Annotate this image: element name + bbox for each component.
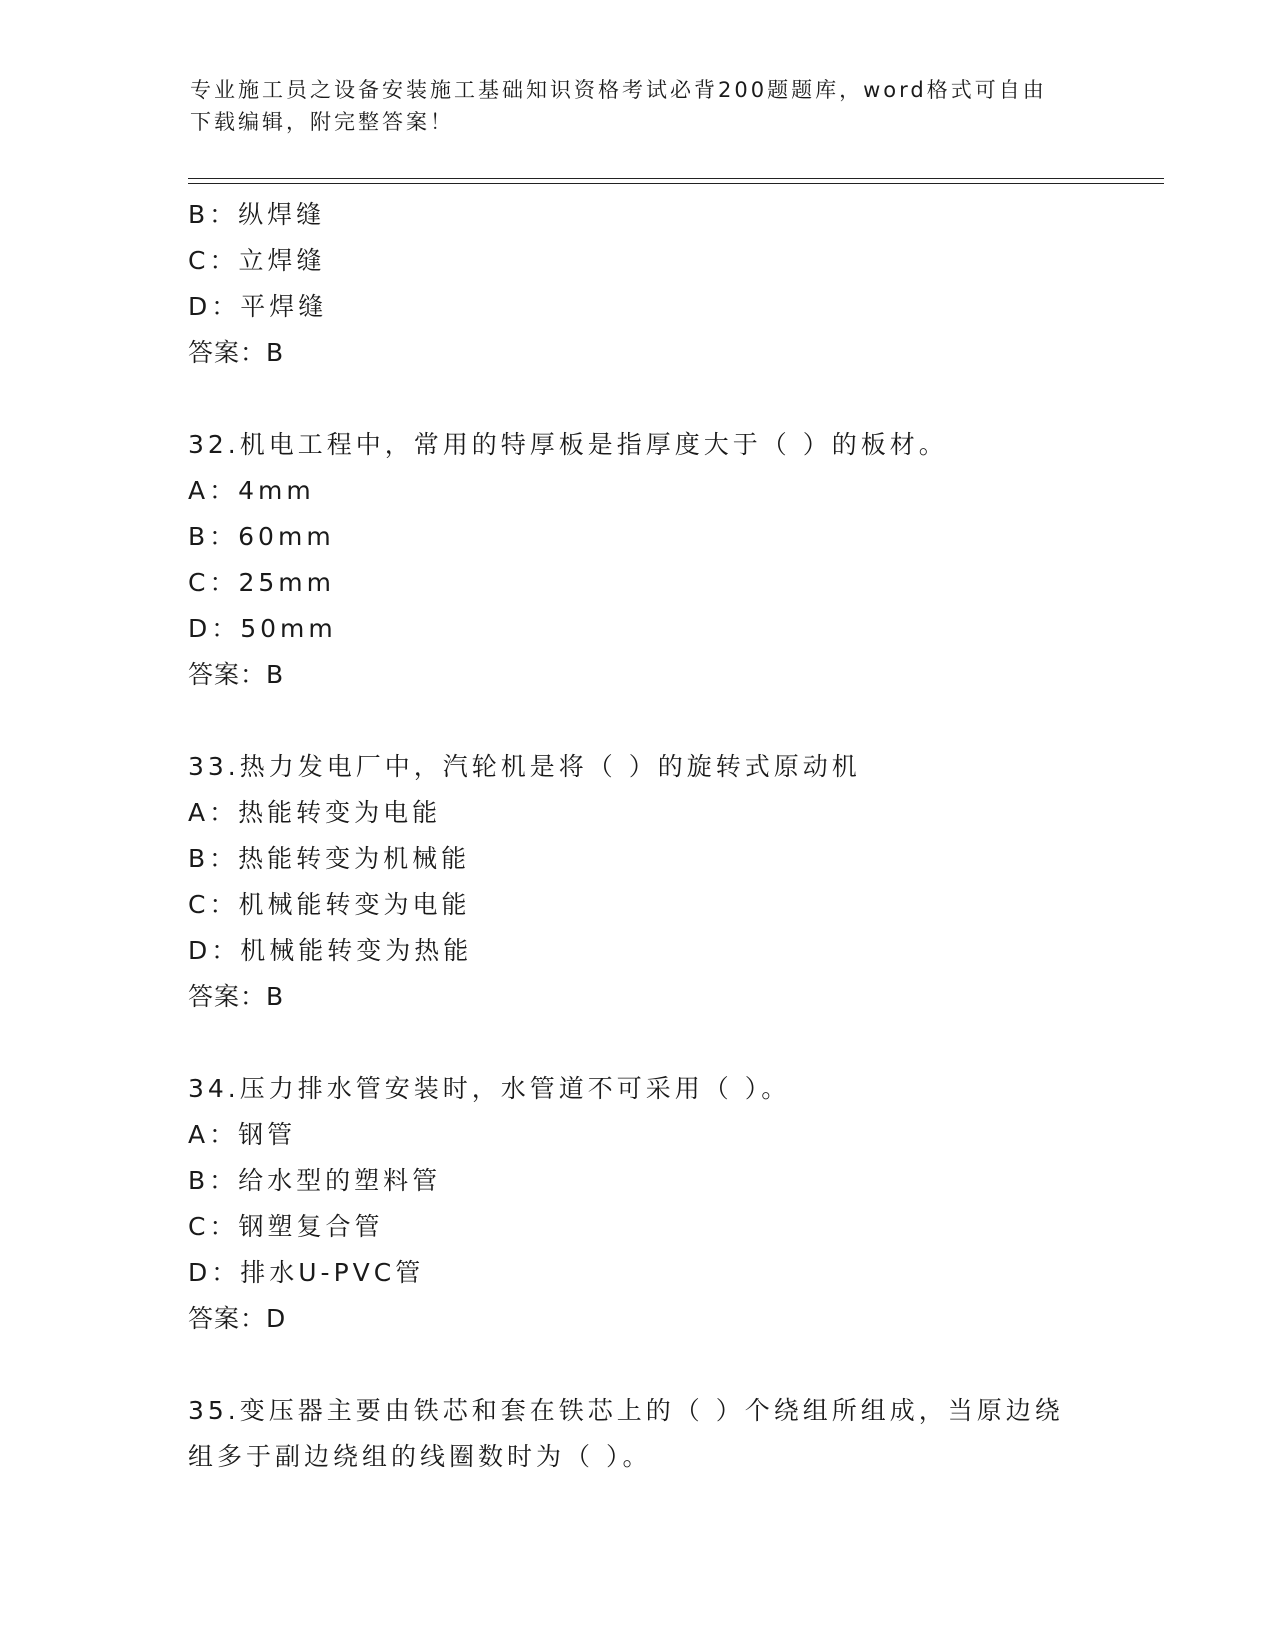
option-b: B：给水型的塑料管 bbox=[188, 1166, 442, 1195]
question-stem-line-1: 35.变压器主要由铁芯和套在铁芯上的（ ）个绕组所组成，当原边绕 bbox=[188, 1396, 1064, 1425]
question-stem: 33.热力发电厂中，汽轮机是将（ ）的旋转式原动机 bbox=[188, 752, 861, 781]
header-divider-bottom bbox=[188, 183, 1164, 184]
question-block-34 bbox=[188, 1066, 1128, 1342]
option-a: A：4mm bbox=[188, 476, 315, 505]
answer-line: 答案：B bbox=[188, 338, 285, 367]
option-b: B：纵焊缝 bbox=[188, 200, 326, 229]
option-d: D：平焊缝 bbox=[188, 292, 328, 321]
option-d: D：机械能转变为热能 bbox=[188, 936, 473, 965]
header-divider-top bbox=[188, 178, 1164, 179]
question-stem: 34.压力排水管安装时，水管道不可采用（ ）。 bbox=[188, 1074, 791, 1103]
question-stem-line-2: 组多于副边绕组的线圈数时为（ ）。 bbox=[188, 1442, 652, 1471]
answer-line: 答案：B bbox=[188, 660, 285, 689]
document-header bbox=[190, 74, 1090, 138]
question-block-35 bbox=[188, 1388, 1128, 1480]
question-block-33 bbox=[188, 744, 1128, 1020]
option-c: C：钢塑复合管 bbox=[188, 1212, 384, 1241]
option-a: A：热能转变为电能 bbox=[188, 798, 442, 827]
question-block-32 bbox=[188, 422, 1128, 698]
header-line-2: 下载编辑，附完整答案！ bbox=[190, 110, 454, 134]
option-a: A：钢管 bbox=[188, 1120, 297, 1149]
option-b: B：热能转变为机械能 bbox=[188, 844, 471, 873]
question-list bbox=[188, 192, 1128, 1480]
spacer bbox=[188, 376, 1128, 422]
spacer bbox=[188, 1020, 1128, 1066]
option-c: C：25mm bbox=[188, 568, 335, 597]
question-block-31 bbox=[188, 192, 1128, 376]
answer-line: 答案：D bbox=[188, 1304, 287, 1333]
option-c: C：立焊缝 bbox=[188, 246, 326, 275]
option-b: B：60mm bbox=[188, 522, 335, 551]
header-line-1: 专业施工员之设备安装施工基础知识资格考试必背200题题库，word格式可自由 bbox=[190, 78, 1047, 102]
answer-line: 答案：B bbox=[188, 982, 285, 1011]
option-c: C：机械能转变为电能 bbox=[188, 890, 471, 919]
option-d: D：50mm bbox=[188, 614, 337, 643]
option-d: D：排水U-PVC管 bbox=[188, 1258, 425, 1287]
spacer bbox=[188, 1342, 1128, 1388]
question-stem: 32.机电工程中，常用的特厚板是指厚度大于（ ）的板材。 bbox=[188, 430, 948, 459]
spacer bbox=[188, 698, 1128, 744]
